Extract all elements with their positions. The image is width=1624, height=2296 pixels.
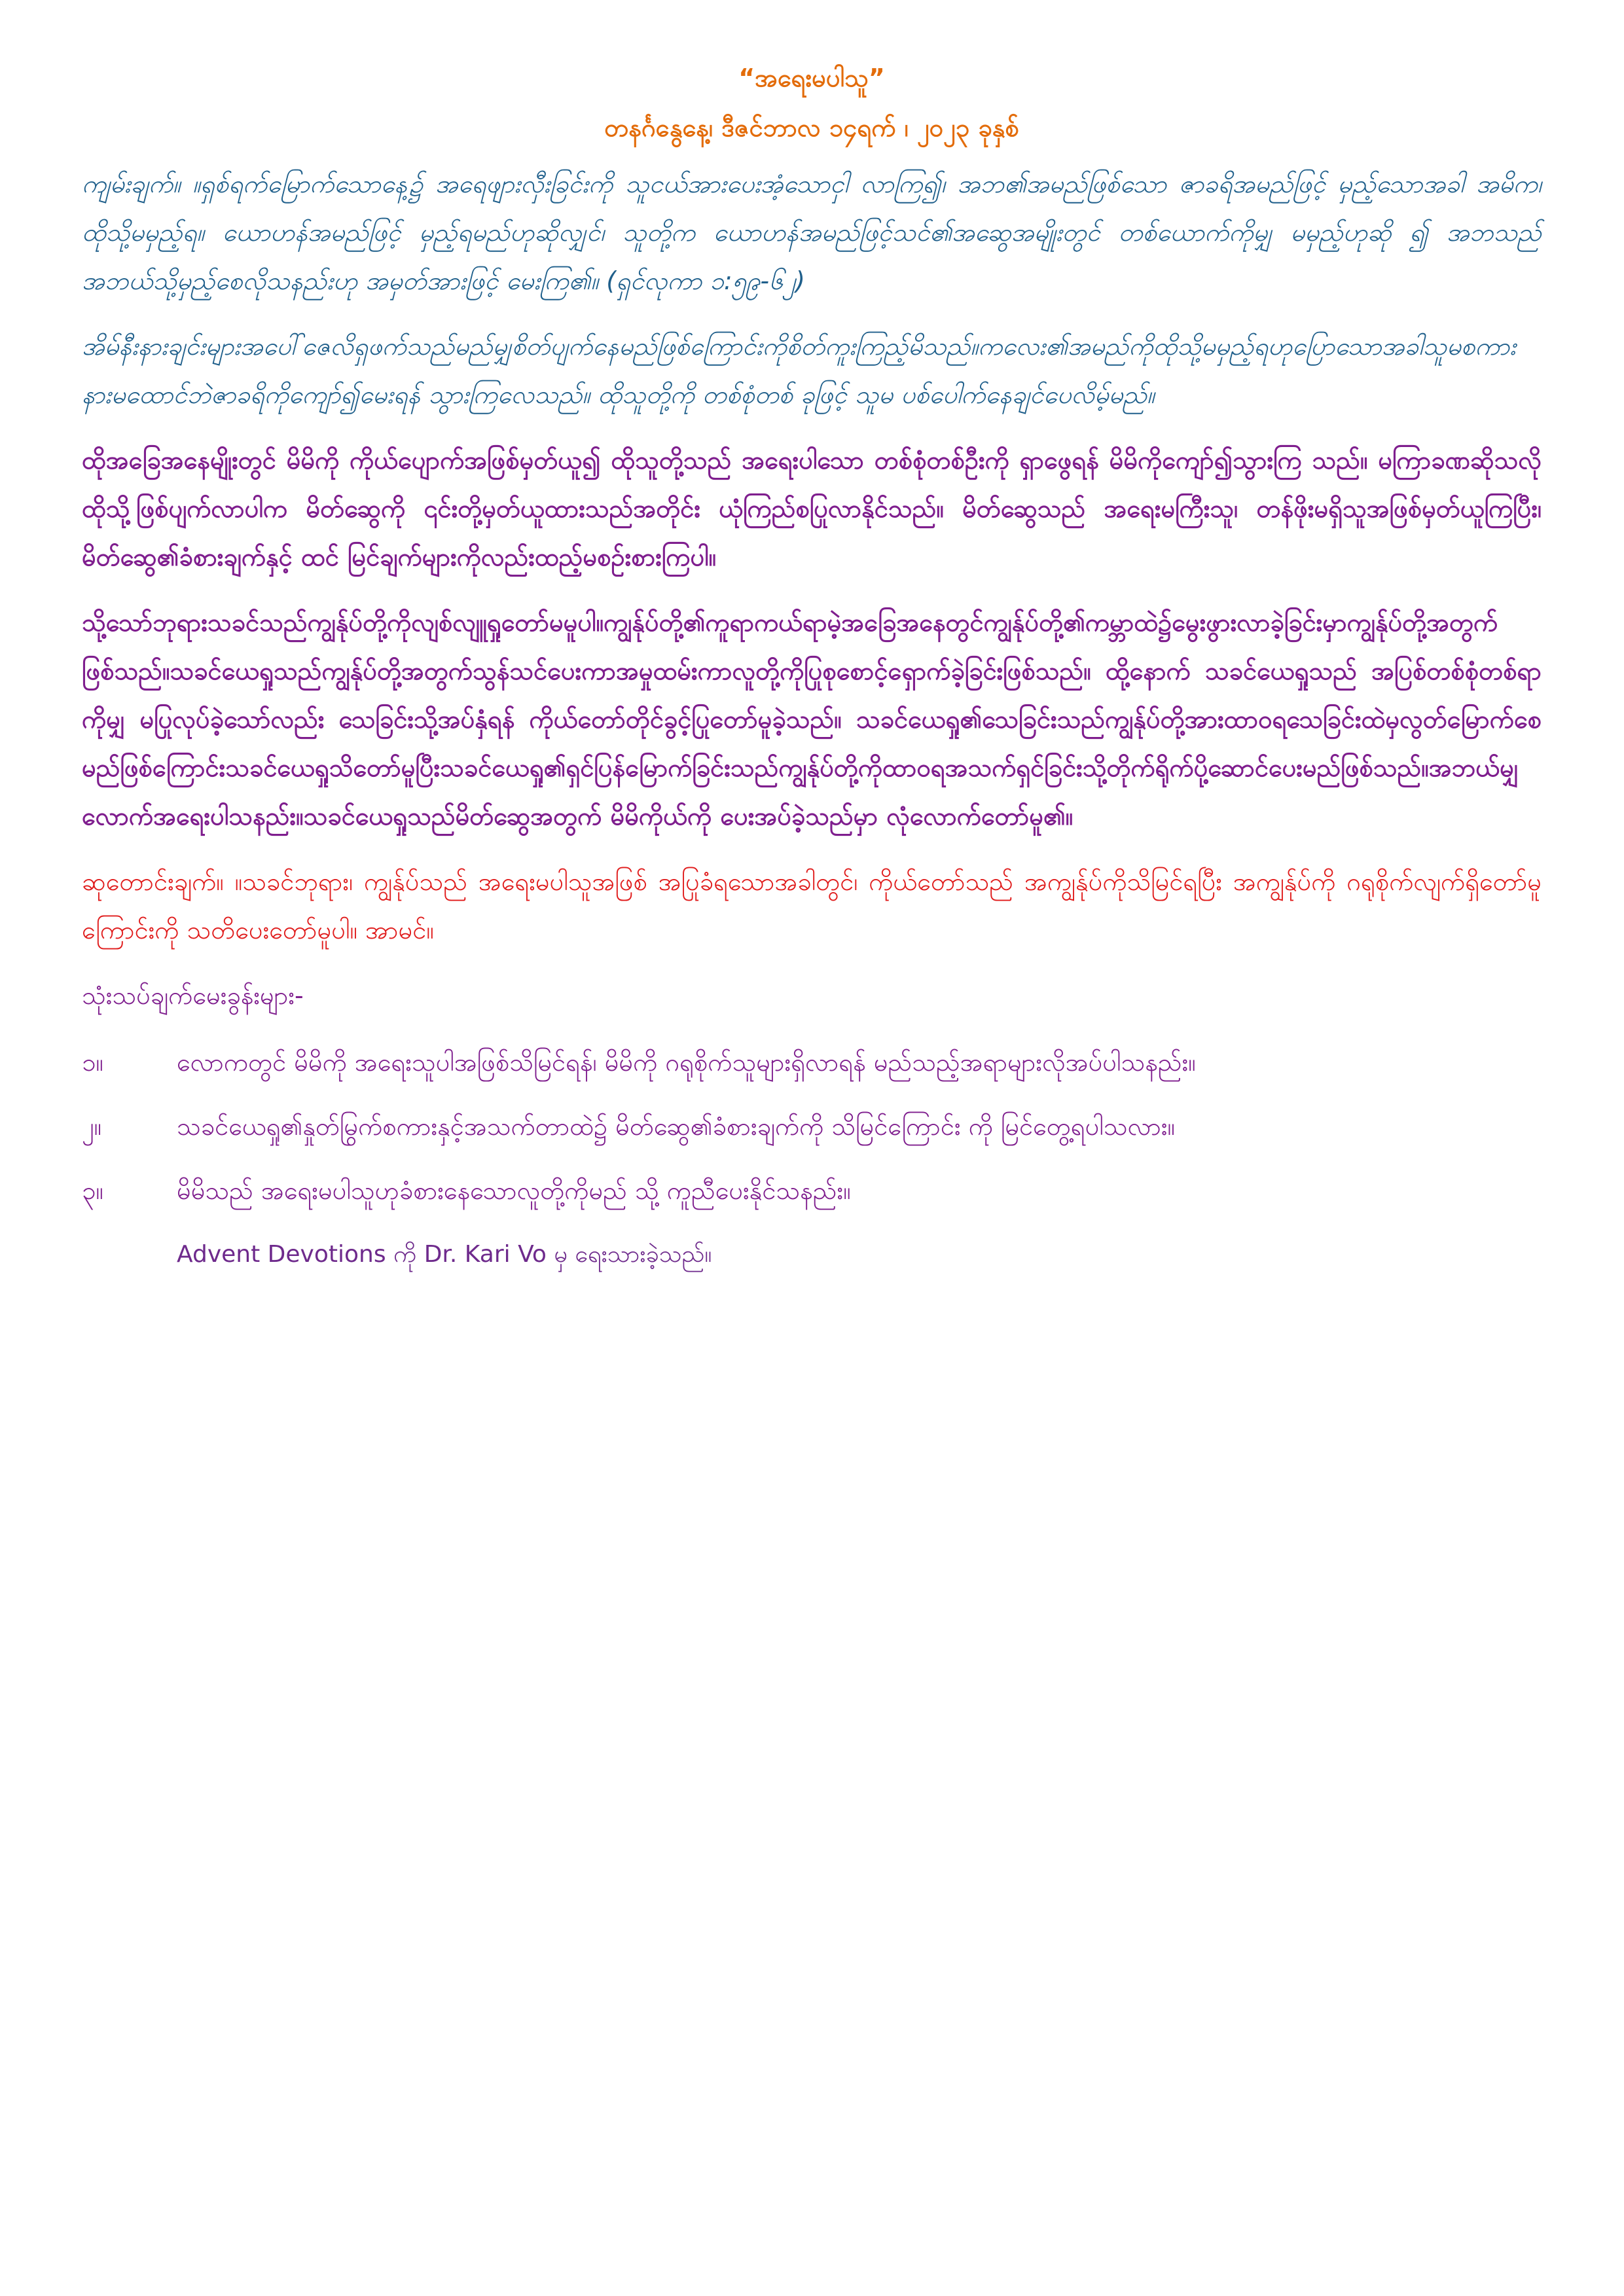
devotional-page xyxy=(82,58,1542,1279)
scripture-passage: ကျမ်းချက်။ ။ရှစ်ရက်မြောက်သောနေ့၌ အရေဖျားလှီးခြင်းကို သူငယ်အားပေးအံ့သောငှါ လာကြ၍၊ အဘ၏အမည်ဖြစ်သော ဇာခရိအမည်ဖြင့် မှည့်သောအခါ အမိက၊ ထိုသို့မမှည့်ရ။ ယောဟန်အမည်ဖြင့် မှည့်ရမည်ဟုဆိုလျှင်၊ သူတို့က ယောဟန်အမည်ဖြင့်သင်၏အဆွေအမျိုးတွင် တစ်ယောက်ကိုမျှ မမှည့်ဟုဆို ၍ အဘသည် အဘယ်သို့မှည့်စေလိုသနည်းဟု အမှတ်အားဖြင့် မေးကြ၏။ (ရှင်လုကာ ၁:၅၉-၆၂) xyxy=(82,170,1542,295)
questions-heading: သုံးသပ်ချက်မေးခွန်းများ- xyxy=(82,981,304,1010)
date-subtitle: တနင်္ဂနွေနေ့၊ ဒီဇင်ဘာလ ၁၄ရက် ၊ ၂၀၂၃ ခုနှစ် xyxy=(604,113,1019,142)
question-item xyxy=(82,1166,1542,1215)
prayer-paragraph: ဆုတောင်းချက်။ ။သခင်ဘုရား၊ ကျွန်ုပ်သည် အရေးမပါသူအဖြစ် အပြုခံရသောအခါတွင်၊ ကိုယ်တော်သည် အကျွန်ုပ်ကိုသိမြင်ရပြီး အကျွန်ုပ်ကို ဂရုစိုက်လျက်ရှိတော်မူကြောင်းကို သတိပေးတော်မူပါ။ အာမင်။ xyxy=(82,867,1542,944)
reflection-paragraph-2: သို့သော်ဘုရားသခင်သည်ကျွန်ုပ်တို့ကိုလျစ်လျူရှုတော်မမူပါ။ကျွန်ုပ်တို့၏ကူရာကယ်ရာမဲ့အခြေအနေတွင်ကျွန်ုပ်တို့၏ကမ္ဘာထဲ၌မွေးဖွားလာခဲ့ခြင်းမှာကျွန်ုပ်တို့အတွက်ဖြစ်သည်။သခင်ယေရှုသည်ကျွန်ုပ်တို့အတွက်သွန်သင်ပေးကာအမှုထမ်းကာလူတို့ကိုပြုစုစောင့်ရှောက်ခဲ့ခြင်းဖြစ်သည်။ ထို့နောက် သခင်ယေရှုသည် အပြစ်တစ်စုံတစ်ရာကိုမျှ မပြုလုပ်ခဲ့သော်လည်း သေခြင်းသို့အပ်နှံရန် ကိုယ်တော်တိုင်ခွင့်ပြုတော်မူခဲ့သည်။ သခင်ယေရှု၏သေခြင်းသည်ကျွန်ုပ်တို့အားထာဝရသေခြင်းထဲမှလွတ်မြောက်စေမည်ဖြစ်ကြောင်းသခင်ယေရှုသိတော်မူပြီးသခင်ယေရှု၏ရှင်ပြန်မြောက်ခြင်းသည်ကျွန်ုပ်တို့ကိုထာဝရအသက်ရှင်ခြင်းသို့တိုက်ရိုက်ပို့ဆောင်ပေးမည်ဖြစ်သည်။အဘယ်မျှလောက်အရေးပါသနည်း။သခင်ယေရှုသည်မိတ်ဆွေအတွက် မိမိကိုယ်ကို ပေးအပ်ခဲ့သည်မှာ လုံလောက်တော်မူ၏။ xyxy=(82,608,1542,831)
reflection-paragraph-1: ထိုအခြေအနေမျိုးတွင် မိမိကို ကိုယ်ပျောက်အဖြစ်မှတ်ယူ၍ ထိုသူတို့သည် အရေးပါသော တစ်စုံတစ်ဦးကို ရှာဖွေရန် မိမိကိုကျော်၍သွားကြ သည်။ မကြာခဏဆိုသလို ထိုသို့ဖြစ်ပျက်လာပါက မိတ်ဆွေကို ၎င်းတို့မှတ်ယူထားသည်အတိုင်း ယုံကြည်စပြုလာနိုင်သည်။ မိတ်ဆွေသည် အရေးမကြီးသူ၊ တန်ဖိုးမရှိသူအဖြစ်မှတ်ယူကြပြီး၊ မိတ်ဆွေ၏ခံစားချက်နှင့် ထင် မြင်ချက်များကိုလည်းထည့်မစဉ်းစားကြပါ။ xyxy=(82,446,1542,571)
author-credit: Advent Devotions ကို Dr. Kari Vo မှ ရေးသားခဲ့သည်။ xyxy=(177,1241,712,1268)
question-item xyxy=(82,1038,1542,1086)
question-text: လောကတွင် မိမိကို အရေးသူပါအဖြစ်သိမြင်ရန်၊ မိမိကို ဂရုစိုက်သူများရှိလာရန် မည်သည့်အရာများလိုအပ်ပါသနည်း။ xyxy=(177,1048,1196,1077)
question-text: မိမိသည် အရေးမပါသူဟုခံစားနေသောလူတို့ကိုမည် သို့ ကူညီပေးနိုင်သနည်း။ xyxy=(177,1176,851,1205)
question-text: သခင်ယေရှု၏နှုတ်မြွက်စကားနှင့်အသက်တာထဲ၌ မိတ်ဆွေ၏ခံစားချက်ကို သိမြင်ကြောင်း ကို မြင်တွေ့ရပါသလား။ xyxy=(177,1112,1175,1141)
question-number: ၁။ xyxy=(82,1048,103,1077)
page-title: “အရေးမပါသူ” xyxy=(738,63,885,92)
intro-paragraph: အိမ်နီးနားချင်းများအပေါ်ဇေလိရှဖက်သည်မည်မျှစိတ်ပျက်နေမည်ဖြစ်ကြောင်းကိုစိတ်ကူးကြည့်မိသည်။ကလေး၏အမည်ကိုထိုသို့မမှည့်ရဟုပြောသောအခါသူမစကားနားမထောင်ဘဲဇာခရိကိုကျော်၍မေးရန် သွားကြလေသည်။ ထိုသူတို့ကို တစ်စုံတစ် ခုဖြင့် သူမ ပစ်ပေါက်နေချင်ပေလိမ့်မည်။ xyxy=(82,332,1516,409)
question-item xyxy=(82,1102,1542,1151)
question-number: ၂။ xyxy=(82,1112,102,1141)
question-number: ၃။ xyxy=(82,1176,103,1205)
